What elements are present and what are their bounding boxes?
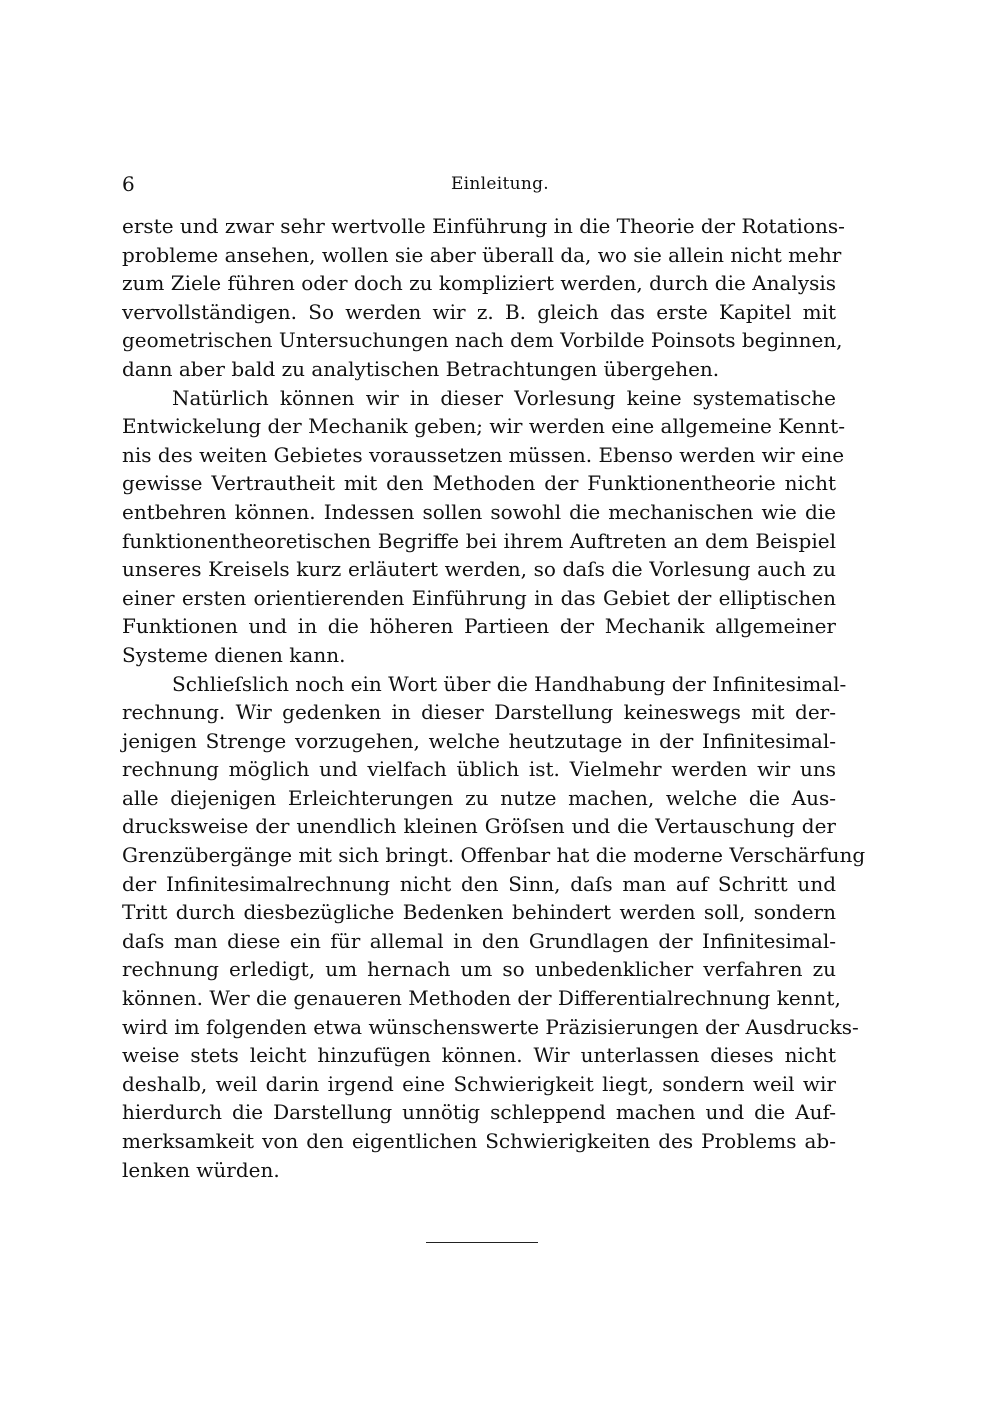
text-line: jenigen Strenge vorzugehen, welche heutzutage in der Infinitesimal- — [122, 728, 836, 753]
text-line: Systeme dienen kann. — [122, 642, 346, 667]
text-line: alle diejenigen Erleichterungen zu nutze machen, welche die Aus- — [122, 785, 836, 810]
text-line: weise stets leicht hinzufügen können. Wir unterlassen dieses nicht — [122, 1043, 836, 1068]
text-line: einer ersten orientierenden Einführung in das Gebiet der elliptischen — [122, 585, 836, 610]
text-line: nis des weiten Gebietes voraussetzen müssen. Ebenso werden wir eine — [122, 442, 845, 467]
page-number: 6 — [122, 172, 135, 196]
text-line: geometrischen Untersuchungen nach dem Vorbilde Poinsots beginnen, — [122, 328, 843, 353]
text-line: vervollständigen. So werden wir z. B. gleich das erste Kapitel mit — [122, 299, 836, 324]
text-line: Entwickelung der Mechanik geben; wir werden eine allgemeine Kennt- — [122, 414, 845, 439]
text-line: können. Wer die genaueren Methoden der Differentialrechnung kennt, — [122, 986, 841, 1011]
text-line: Schlieſslich noch ein Wort über die Handhabung der Infinitesimal- — [172, 671, 847, 696]
text-line: unseres Kreisels kurz erläutert werden, so daſs die Vorlesung auch zu — [122, 557, 836, 582]
text-line: der Infinitesimalrechnung nicht den Sinn, daſs man auf Schritt und — [122, 871, 836, 896]
paragraph-3 — [122, 670, 866, 1185]
text-line: Tritt durch diesbezügliche Bedenken behindert werden soll, sondern — [122, 900, 836, 925]
paragraph-2 — [122, 384, 845, 670]
text-line: Natürlich können wir in dieser Vorlesung keine systematische — [172, 385, 836, 410]
text-line: wird im folgenden etwa wünschenswerte Präzisierungen der Ausdrucks- — [122, 1014, 859, 1039]
text-line: erste und zwar sehr wertvolle Einführung in die Theorie der Rotations- — [122, 214, 845, 238]
text-line: hierdurch die Darstellung unnötig schleppend machen und die Auf- — [122, 1100, 836, 1125]
text-line: gewisse Vertrautheit mit den Methoden der Funktionentheorie nicht — [122, 471, 836, 496]
end-rule — [426, 1242, 538, 1243]
text-line: rechnung möglich und vielfach üblich ist. Vielmehr werden wir uns — [122, 757, 836, 782]
text-line: rechnung erledigt, um hernach um so unbedenklicher verfahren zu — [122, 957, 836, 982]
text-line: merksamkeit von den eigentlichen Schwierigkeiten des Problems ab- — [122, 1129, 836, 1153]
running-head: Einleitung. — [450, 174, 550, 194]
text-line: drucksweise der unendlich kleinen Gröſsen und die Vertauschung der — [122, 814, 836, 839]
text-line: probleme ansehen, wollen sie aber überall da, wo sie allein nicht mehr — [122, 242, 842, 267]
text-line: entbehren können. Indessen sollen sowohl die mechanischen wie die — [122, 499, 836, 524]
text-line: funktionentheoretischen Begriffe bei ihrem Auftreten an dem Beispiel — [122, 528, 836, 553]
text-line: lenken würden. — [122, 1157, 280, 1182]
paragraph-1 — [122, 212, 845, 384]
text-line: daſs man diese ein für allemal in den Grundlagen der Infinitesimal- — [122, 928, 836, 953]
text-line: deshalb, weil darin irgend eine Schwierigkeit liegt, sondern weil wir — [122, 1071, 836, 1096]
text-line: rechnung. Wir gedenken in dieser Darstellung keineswegs mit der- — [122, 700, 836, 725]
text-line: Funktionen und in die höheren Partieen der Mechanik allgemeiner — [122, 614, 836, 639]
text-line: Grenzübergänge mit sich bringt. Offenbar hat die moderne Verschärfung — [122, 843, 866, 868]
text-line: zum Ziele führen oder doch zu kompliziert werden, durch die Analysis — [122, 271, 837, 296]
body-text — [122, 212, 866, 1184]
text-line: dann aber bald zu analytischen Betrachtungen übergehen. — [122, 356, 720, 381]
